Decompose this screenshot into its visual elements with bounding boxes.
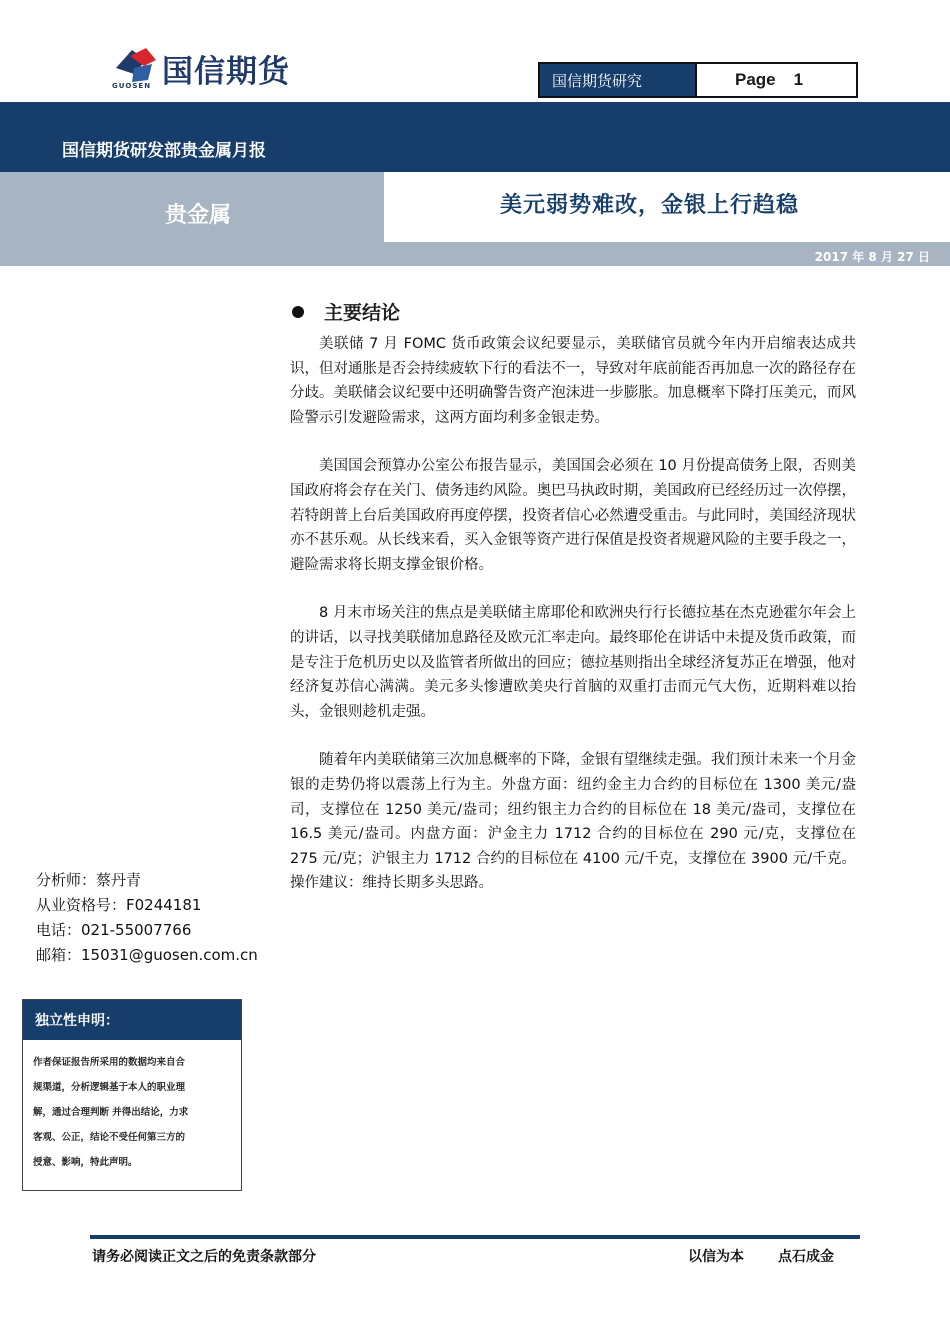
date-bar bbox=[0, 242, 950, 266]
footer-slogan bbox=[688, 1246, 834, 1266]
paragraph: 美联储 7 月 FOMC 货币政策会议纪要显示，美联储官员就今年内开启缩表达成共识，但对通胀是否会持续疲软下行的看法不一，导致对年底前能否再加息一次的路径存在分歧。美联储会议纪要中还明确警告资产泡沫进一步膨胀。加息概率下降打压美元，而风险警示引发避险需求，这两方面均利多金银走势。 bbox=[290, 336, 856, 426]
section-heading bbox=[292, 298, 400, 325]
department-banner bbox=[0, 102, 950, 172]
paragraph: 随着年内美联储第三次加息概率的下降，金银有望继续走强。我们预计未来一个月金银的走势仍将以震荡上行为主。外盘方面：纽约金主力合约的目标位在 1300 美元/盎司，支撑位在 1250 美元/盎司；纽约银主力合约的目标位在 18 美元/盎司，支撑位在 16.5 美元/盎司。内盘方面：沪金主力 1712 合约的目标位在 290 元/克，支撑位在 275 元/克；沪银主力 1712 合约的目标位在 4100 元/千克，支撑位在 3900 元/千克。操作建议：维持长期多头思路。 bbox=[290, 752, 856, 892]
statement-line: 客观、公正，结论不受任何第三方的 bbox=[33, 1132, 186, 1143]
report-body bbox=[290, 332, 856, 920]
analyst-email[interactable]: 邮箱：15031@guosen.com.cn bbox=[36, 946, 258, 964]
statement-line: 规渠道，分析逻辑基于本人的职业理 bbox=[33, 1082, 186, 1093]
independence-title: 独立性申明： bbox=[23, 1000, 241, 1040]
paragraph: 美国国会预算办公室公布报告显示，美国国会必须在 10 月份提高债务上限，否则美国政府将会存在关门、债务违约风险。奥巴马执政时期，美国政府已经经历过一次停摆，若特朗普上台后美国政府再度停摆，投资者信心必然遭受重击。与此同时，美国经济现状亦不甚乐观。从长线来看，买入金银等资产进行保值是投资者规避风险的主要手段之一，避险需求将长期支撑金银价格。 bbox=[290, 458, 856, 573]
page-word: Page bbox=[735, 70, 776, 89]
statement-line: 作者保证报告所采用的数据均来自合 bbox=[33, 1057, 186, 1068]
company-logo bbox=[112, 46, 332, 90]
paragraph: 8 月末市场关注的焦点是美联储主席耶伦和欧洲央行行长德拉基在杰克逊霍尔年会上的讲话，以寻找美联储加息路径及欧元汇率走向。最终耶伦在讲话中未提及货币政策，而是专注于危机历史以及监管者所做出的回应；德拉基则指出全球经济复苏正在增强，他对经济复苏信心满满。美元多头惨遭欧美央行首脑的双重打击而元气大伤，近期料难以抬头，金银则趁机走强。 bbox=[290, 605, 856, 720]
report-date: 2017 年 8 月 27 日 bbox=[814, 250, 930, 264]
logo-subtitle: GUOSEN bbox=[112, 82, 152, 90]
analyst-name: 分析师：蔡丹青 bbox=[36, 871, 142, 889]
category-title: 贵金属 bbox=[165, 203, 232, 228]
independence-body bbox=[23, 1040, 241, 1175]
analyst-phone: 电话：021-55007766 bbox=[36, 921, 192, 939]
footer-divider bbox=[90, 1235, 860, 1239]
guosen-logo-icon bbox=[112, 46, 158, 86]
department-title: 国信期货研发部贵金属月报 bbox=[62, 141, 266, 161]
slogan-2: 点石成金 bbox=[778, 1249, 834, 1265]
page-num: 1 bbox=[793, 70, 804, 89]
logo-name: 国信期货 bbox=[162, 54, 290, 90]
section-title: 主要结论 bbox=[324, 302, 401, 324]
analyst-info bbox=[36, 868, 258, 968]
independence-statement bbox=[22, 999, 242, 1191]
report-headline: 美元弱势难改，金银上行趋稳 bbox=[500, 193, 800, 218]
slogan-1: 以信为本 bbox=[688, 1249, 744, 1265]
bullet-icon bbox=[292, 306, 304, 318]
statement-line: 授意、影响，特此声明。 bbox=[33, 1157, 138, 1168]
analyst-cert: 从业资格号：F0244181 bbox=[36, 896, 202, 914]
page-indicator-box bbox=[538, 62, 858, 98]
category-banner bbox=[0, 172, 384, 242]
footer-disclaimer: 请务必阅读正文之后的免责条款部分 bbox=[92, 1249, 316, 1265]
research-label: 国信期货研究 bbox=[540, 64, 697, 96]
page-number bbox=[697, 64, 856, 96]
statement-line: 解，通过合理判断 并得出结论，力求 bbox=[33, 1107, 189, 1118]
